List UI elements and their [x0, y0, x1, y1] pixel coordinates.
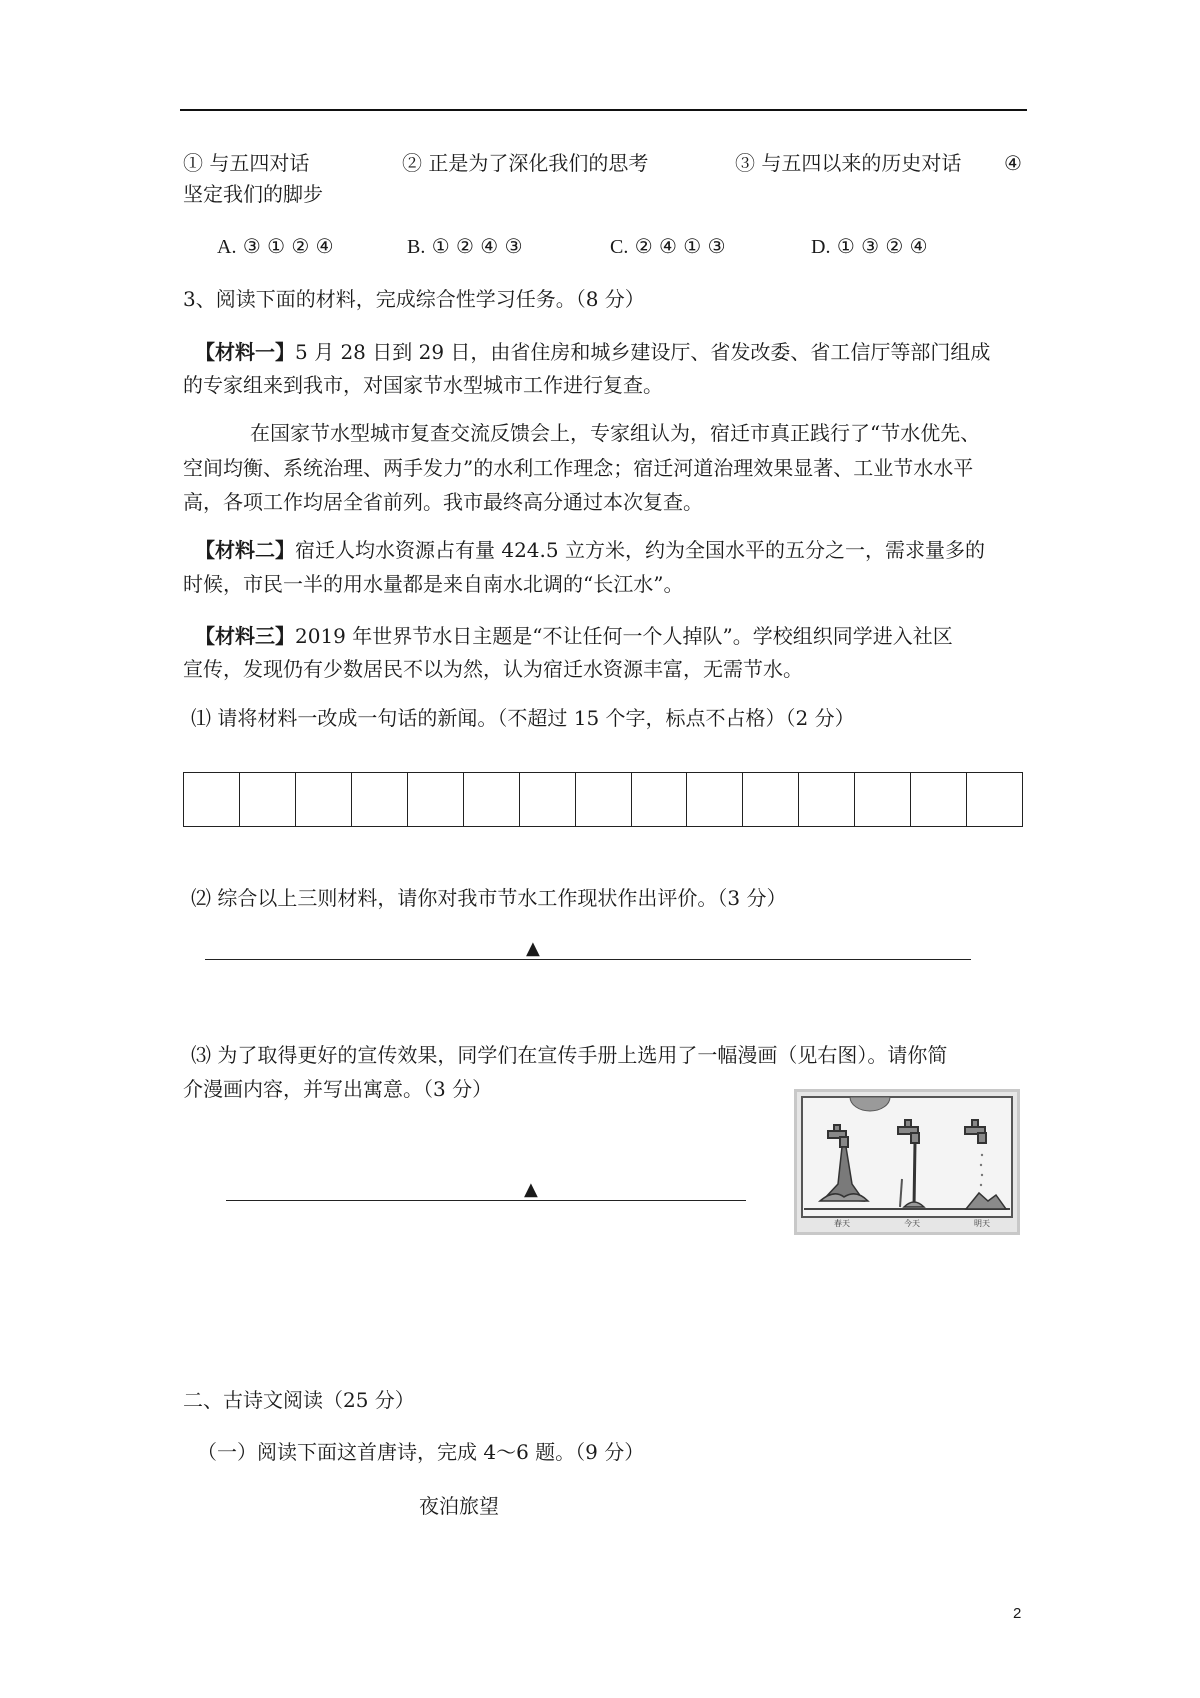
grid-cell[interactable]: [184, 773, 240, 826]
grid-cell[interactable]: [352, 773, 408, 826]
panel-label: 春天: [834, 1219, 850, 1228]
material-3-line-1: 【材料三】2019 年世界节水日主题是“不让任何一个人掉队”。学校组织同学进入社区: [195, 624, 953, 648]
answer-marker: ▲: [526, 938, 540, 959]
choice-d: D. ① ③ ② ④: [811, 234, 928, 258]
grid-cell[interactable]: [296, 773, 352, 826]
material-1-line-2: 的专家组来到我市，对国家节水型城市工作进行复查。: [183, 373, 663, 397]
option-4-text: 坚定我们的脚步: [183, 182, 323, 206]
poem-title: 夜泊旅望: [419, 1494, 499, 1518]
material-1-line-1: 【材料一】5 月 28 日到 29 日，由省住房和城乡建设厅、省发改委、省工信厅等部门组成: [195, 340, 991, 364]
panel-label: 明天: [974, 1219, 990, 1228]
choice-b: B. ① ② ④ ③: [407, 234, 523, 258]
answer-grid[interactable]: [183, 772, 1023, 827]
answer-line-2[interactable]: [205, 959, 971, 960]
section-2-part-1: （一）阅读下面这首唐诗，完成 4～6 题。（9 分）: [197, 1440, 645, 1464]
answer-line-3[interactable]: [226, 1200, 746, 1201]
question-3-title: 3、阅读下面的材料，完成综合性学习任务。（8 分）: [183, 287, 645, 311]
grid-cell[interactable]: [911, 773, 967, 826]
option-3: ③ 与五四以来的历史对话: [735, 151, 962, 175]
section-2-title: 二、古诗文阅读（25 分）: [183, 1388, 415, 1412]
grid-cell[interactable]: [855, 773, 911, 826]
material-1-para2-line-1: 在国家节水型城市复查交流反馈会上，专家组认为，宿迁市真正践行了“节水优先、: [250, 421, 981, 445]
material-2-line-2: 时候，市民一半的用水量都是来自南水北调的“长江水”。: [183, 572, 684, 596]
material-2-line-1: 【材料二】宿迁人均水资源占有量 424.5 立方米，约为全国水平的五分之一，需求量多的: [195, 538, 985, 562]
option-1: ① 与五四对话: [183, 151, 310, 175]
sub-question-1: ⑴ 请将材料一改成一句话的新闻。（不超过 15 个字，标点不占格）（2 分）: [191, 706, 855, 730]
grid-cell[interactable]: [520, 773, 576, 826]
grid-cell[interactable]: [240, 773, 296, 826]
choice-c: C. ② ④ ① ③: [610, 234, 726, 258]
grid-cell[interactable]: [632, 773, 688, 826]
option-2: ② 正是为了深化我们的思考: [402, 151, 649, 175]
material-1-para2-line-2: 空间均衡、系统治理、两手发力”的水利工作理念；宿迁河道治理效果显著、工业节水水平: [183, 456, 974, 480]
material-1-para2-line-3: 高，各项工作均居全省前列。我市最终高分通过本次复查。: [183, 490, 703, 514]
header-rule: [180, 109, 1027, 111]
page-number: 2: [1013, 1605, 1022, 1622]
grid-cell[interactable]: [799, 773, 855, 826]
water-saving-cartoon: [794, 1089, 1020, 1235]
sub-question-3-line-1: ⑶ 为了取得更好的宣传效果，同学们在宣传手册上选用了一幅漫画（见右图）。请你简: [191, 1043, 948, 1067]
grid-cell[interactable]: [743, 773, 799, 826]
material-3-line-2: 宣传，发现仍有少数居民不以为然，认为宿迁水资源丰富，无需节水。: [183, 657, 803, 681]
choice-a: A. ③ ① ② ④: [217, 234, 334, 258]
panel-label: 今天: [904, 1219, 920, 1228]
sub-question-3-line-2: 介漫画内容，并写出寓意。（3 分）: [183, 1077, 493, 1101]
grid-cell[interactable]: [408, 773, 464, 826]
grid-cell[interactable]: [576, 773, 632, 826]
sub-question-2: ⑵ 综合以上三则材料，请你对我市节水工作现状作出评价。（3 分）: [191, 886, 787, 910]
grid-cell[interactable]: [967, 773, 1022, 826]
grid-cell[interactable]: [464, 773, 520, 826]
option-4-marker: ④: [1004, 151, 1022, 175]
grid-cell[interactable]: [687, 773, 743, 826]
answer-marker: ▲: [524, 1179, 538, 1200]
